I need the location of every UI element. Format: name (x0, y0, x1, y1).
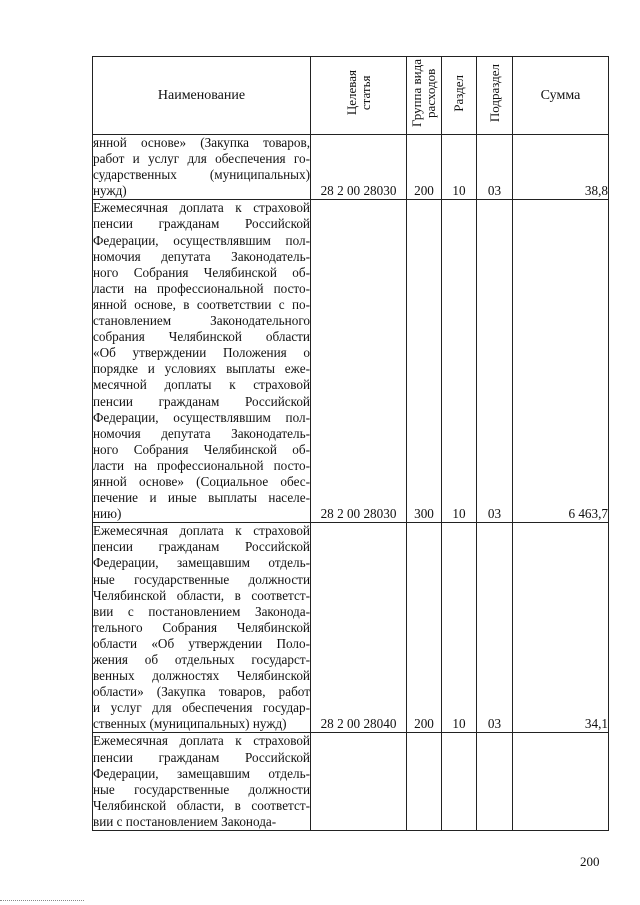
row-section: 10 (442, 135, 477, 200)
row-name-line: ные государственные должности (93, 571, 310, 587)
row-name-line: ласти на профессиональной посто- (93, 457, 310, 473)
row-name (93, 523, 311, 733)
row-name-line: пенсии гражданам Российской (93, 749, 310, 765)
row-section: 10 (442, 523, 477, 733)
row-sum: 6 463,7 (513, 200, 609, 523)
header-target-cell (311, 57, 407, 135)
row-name-line: ственных (муниципальных) нужд) (93, 716, 287, 732)
row-group: 200 (407, 523, 442, 733)
row-name-line: Федерации, замещавшим отдель- (93, 555, 310, 571)
footer-rule (0, 900, 84, 901)
row-name-line: Федерации, осуществлявшим пол- (93, 409, 310, 425)
table-header-row (93, 57, 609, 135)
row-name-line: Федерации, замещавшим отдель- (93, 765, 310, 781)
row-name-line: области» (Закупка товаров, работ (93, 684, 310, 700)
row-name-line: и услуг для обеспечения государ- (93, 700, 310, 716)
row-name-line: работ и услуг для обеспечения го- (93, 151, 310, 167)
row-group (407, 733, 442, 831)
row-name-line: янной основе» (Закупка товаров, (93, 135, 310, 150)
header-subsection: Подраздел (486, 63, 502, 123)
row-name-line: Ежемесячная доплата к страховой (93, 733, 310, 749)
row-name-line: тельного Собрания Челябинской (93, 619, 310, 635)
table-body (93, 135, 609, 831)
row-name-line: венных должностях Челябинской (93, 668, 310, 684)
table-row (93, 523, 609, 733)
row-name-line: янной основе, в соответствии с по- (93, 296, 310, 312)
header-group: Группа вида расходов (409, 59, 438, 127)
row-name-line: янной основе» (Социальное обес- (93, 473, 310, 489)
row-name (93, 135, 311, 200)
row-name-line: ласти на профессиональной посто- (93, 280, 310, 296)
row-name-line: вии с постановлением Законода- (93, 813, 277, 829)
row-group: 200 (407, 135, 442, 200)
row-name-line: Федерации, осуществлявшим пол- (93, 232, 310, 248)
row-target-code: 28 2 00 28030 (311, 200, 407, 523)
row-target-code: 28 2 00 28040 (311, 523, 407, 733)
row-name-line: ного Собрания Челябинской об- (93, 441, 310, 457)
row-name-line: нужд) (93, 183, 127, 199)
header-section-cell (442, 57, 477, 135)
row-name-line: Ежемесячная доплата к страховой (93, 523, 310, 539)
row-name-line: собрания Челябинской области (93, 329, 310, 345)
row-name (93, 200, 311, 523)
row-name-line: печение и иные выплаты населе- (93, 490, 310, 506)
row-subsection: 03 (477, 200, 513, 523)
row-name-line: нию) (93, 506, 122, 522)
header-subsection-cell (477, 57, 513, 135)
row-sum: 38,8 (513, 135, 609, 200)
row-name-line: области «Об утверждении Поло- (93, 635, 310, 651)
row-target-code: 28 2 00 28030 (311, 135, 407, 200)
row-name-line: ного Собрания Челябинской об- (93, 264, 310, 280)
row-subsection (477, 733, 513, 831)
row-group: 300 (407, 200, 442, 523)
row-name-line: пенсии гражданам Российской (93, 539, 310, 555)
row-name-line: ные государственные должности (93, 781, 310, 797)
row-name-line: номочия депутата Законодатель- (93, 425, 310, 441)
row-sum: 34,1 (513, 523, 609, 733)
header-group-cell (407, 57, 442, 135)
row-section (442, 733, 477, 831)
row-name-line: месячной доплаты к страховой (93, 377, 310, 393)
budget-table (92, 56, 609, 831)
table-row (93, 135, 609, 200)
header-name: Наименование (93, 57, 311, 135)
header-target: Целевая статья (343, 70, 373, 116)
row-name-line: пенсии гражданам Российской (93, 216, 310, 232)
row-section: 10 (442, 200, 477, 523)
row-name (93, 733, 311, 831)
row-name-line: жения об отдельных государст- (93, 652, 310, 667)
row-subsection: 03 (477, 135, 513, 200)
row-name-line: «Об утверждении Положения о (93, 345, 310, 361)
table-row (93, 733, 609, 831)
row-sum (513, 733, 609, 831)
table-row (93, 200, 609, 523)
row-name-line: пенсии гражданам Российской (93, 393, 310, 409)
row-target-code (311, 733, 407, 831)
header-sum: Сумма (513, 57, 609, 135)
row-name-line: сударственных (муниципальных) (93, 167, 310, 183)
row-name-line: Ежемесячная доплата к страховой (93, 200, 310, 216)
row-name-line: Челябинской области, в соответст- (93, 587, 310, 603)
row-name-line: становлением Законодательного (93, 313, 310, 329)
row-name-line: Челябинской области, в соответст- (93, 797, 310, 813)
row-name-line: порядке и условиях выплаты ежe- (93, 361, 310, 377)
header-section: Раздел (451, 74, 466, 112)
row-name-line: номочия депутата Законодатель- (93, 248, 310, 264)
row-name-line: вии с постановлением Законода- (93, 603, 310, 619)
row-subsection: 03 (477, 523, 513, 733)
page-number: 200 (580, 854, 600, 869)
